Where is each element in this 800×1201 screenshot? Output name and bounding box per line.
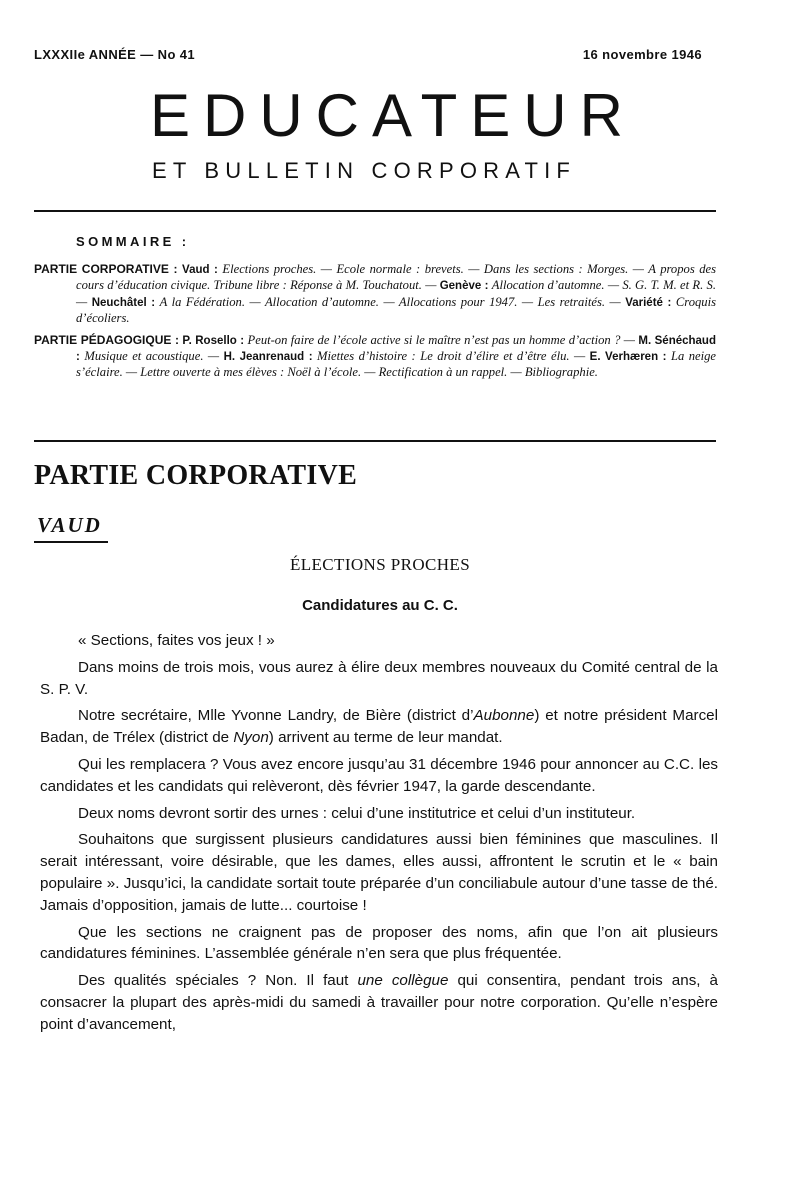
- article-paragraph: [40, 829, 718, 916]
- text-run: Notre secrétaire, Mlle Yvonne Landry, de Bière (district d’: [78, 707, 474, 725]
- section-title: PARTIE CORPORATIVE: [34, 460, 358, 491]
- issue-date: 16 novembre 1946: [582, 47, 702, 62]
- article-paragraph: [40, 922, 718, 966]
- masthead-subtitle: ET BULLETIN CORPORATIF: [152, 158, 577, 183]
- toc-author-name: M. Sénéchaud :: [76, 334, 716, 364]
- toc-author-name: E. Verhæren :: [589, 351, 671, 364]
- toc-entry-text: Allocation d’automne. — S. G. T. M. et R. S. —: [76, 278, 716, 309]
- region-heading: VAUD: [37, 513, 102, 537]
- text-run: Dans moins de trois mois, vous aurez à élire deux membres nouveaux du Comité central de la S. P. V.: [40, 658, 718, 698]
- text-run: « Sections, faites vos jeux ! »: [78, 632, 275, 649]
- toc-entry-text: A la Fédération. — Allocation d’automne. — Allocations pour 1947. — Les retraités. —: [159, 294, 626, 309]
- toc-author-name: Genève :: [439, 280, 492, 293]
- toc-author-name: Vaud :: [182, 264, 223, 276]
- text-run: qui consentira, pendant trois ans, à consacrer la plupart des après-midi du samedi à travailler pour notre corporation. Qu’elle n’espère point d’avancement,: [40, 972, 718, 1033]
- divider-top: [34, 210, 716, 212]
- toc-entry-text: Miettes d’histoire : Le droit d’élire et d’être élu. —: [317, 349, 590, 364]
- toc-entry-text: Elections proches. — Ecole normale : brevets. — Dans les sections : Morges. — A propos des cours d’éducation civique. Tribune libre : Réponse à M. Touchatout. —: [76, 262, 716, 293]
- article-body: [40, 630, 718, 1041]
- divider-bottom: [34, 440, 716, 442]
- toc-entry-text: Musique et acoustique. —: [84, 349, 224, 364]
- article-title: ÉLECTIONS PROCHES: [289, 555, 471, 574]
- toc-author-name: H. Jeanrenaud :: [223, 351, 318, 364]
- toc-pedagogique: [34, 333, 716, 381]
- region-underline: [34, 541, 108, 543]
- toc-author-name: Neuchâtel :: [91, 296, 160, 309]
- masthead-title: EDUCATEUR: [150, 82, 636, 149]
- text-run: Qui les remplacera ? Vous avez encore jusqu’au 31 décembre 1946 pour annoncer au C.C. les candidates et les candidats qui relèveront, dès février 1947, la garde descendante.: [40, 755, 718, 795]
- text-run: Souhaitons que surgissent plusieurs candidatures aussi bien féminines que masculines. Il serait intéressant, voire désirable, que les dames, elles aussi, affrontent le scrutin et le « bain populaire ». Jusqu’ici, la candidate sortait toute préparée d’un conciliabule autour d’une tasse de thé. Jamais d’opposition, jamais de lutte... courtoise !: [40, 831, 718, 914]
- toc-pedagogique-heading: PARTIE PÉDAGOGIQUE :: [34, 332, 179, 347]
- toc-entry-text: Peut-on faire de l’école active si le maître n’est pas un homme d’action ? —: [247, 332, 639, 347]
- text-run: Deux noms devront sortir des urnes : celui d’une institutrice et celui d’un instituteur.: [78, 804, 636, 822]
- sommaire-label: SOMMAIRE :: [76, 234, 190, 249]
- table-of-contents: [34, 262, 716, 387]
- article-paragraph: [40, 803, 718, 825]
- text-run: Des qualités spéciales ? Non. Il faut: [78, 972, 358, 990]
- italic-run: une collègue: [357, 972, 449, 990]
- toc-author-name: P. Rosello :: [182, 334, 248, 347]
- toc-entry-text: La neige s’éclaire. — Lettre ouverte à mes élèves : Noël à l’école. — Rectification à un rappel. — Bibliographie.: [76, 349, 716, 380]
- article-paragraph: [40, 970, 718, 1035]
- toc-entry-text: Croquis d’écoliers.: [76, 294, 716, 326]
- italic-run: Nyon: [233, 729, 269, 747]
- issue-number: LXXXIIe ANNÉE — No 41: [34, 47, 196, 62]
- article-paragraph: [40, 754, 718, 798]
- article-paragraph: [40, 705, 718, 749]
- italic-run: Aubonne: [473, 707, 535, 725]
- toc-corporative: [34, 262, 716, 327]
- article-subtitle: Candidatures au C. C.: [302, 597, 458, 614]
- article-paragraph: [40, 657, 718, 701]
- toc-author-name: Variété :: [625, 296, 676, 309]
- text-run: Que les sections ne craignent pas de proposer des noms, afin que l’on ait plusieurs candidatures féminines. L’assemblée générale n’en sera que plus fréquentée.: [40, 923, 718, 963]
- toc-corporative-heading: PARTIE CORPORATIVE :: [34, 262, 178, 276]
- article-paragraph: [40, 630, 718, 652]
- text-run: ) et notre président Marcel Badan, de Trélex (district de: [40, 707, 718, 747]
- text-run: ) arrivent au terme de leur mandat.: [268, 729, 503, 747]
